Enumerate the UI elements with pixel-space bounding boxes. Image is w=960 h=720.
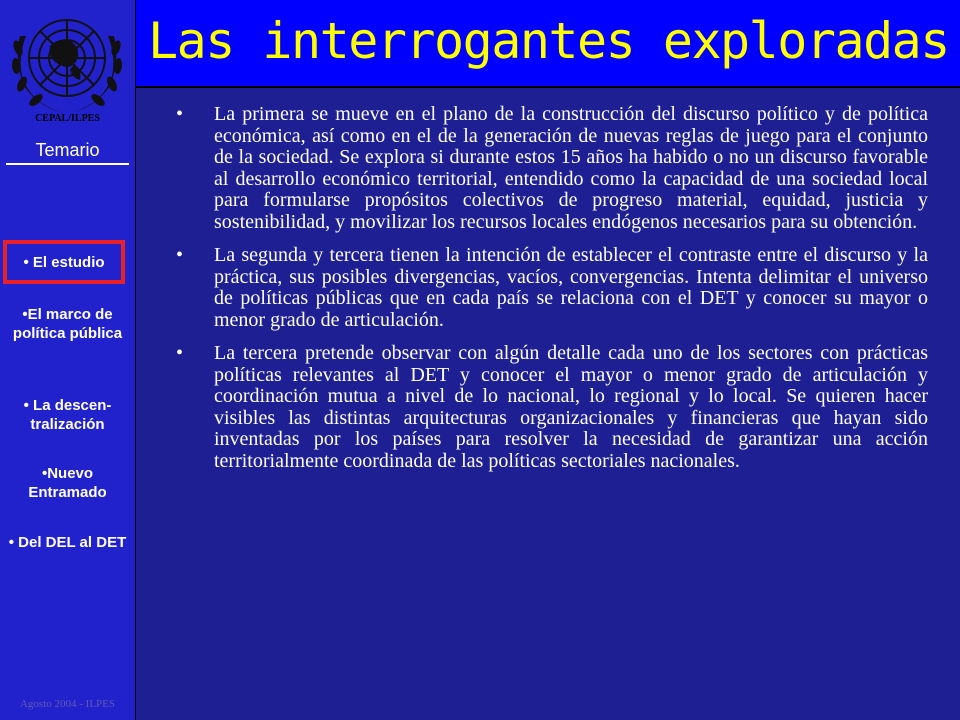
sidebar-item-nuevo-entramado[interactable]: •Nuevo Entramado xyxy=(28,465,107,501)
content-body xyxy=(176,104,928,484)
bullet: • xyxy=(176,342,184,364)
title-bar xyxy=(136,0,960,88)
paragraph xyxy=(176,245,928,331)
paragraph xyxy=(176,104,928,233)
bullet: • xyxy=(176,103,184,125)
paragraph-text: La primera se mueve en el plano de la construcción del discurso político y de política económica, así como en el de la generación de nuevas reglas de juego para el conjunto de la sociedad. Se explora si durante estos 15 años ha habido o no un discurso favorable al desarrollo económico territorial, entendido como la capacidad de una sociedad local para formularse propósitos colectivos de progreso material, equidad, justicia y sostenibilidad, y movilizar los recursos locales endógenos necesarios para su obtención. xyxy=(214,103,928,233)
sidebar-heading: Temario xyxy=(6,140,129,165)
paragraph xyxy=(176,343,928,472)
sidebar xyxy=(0,0,136,720)
paragraph-text: La tercera pretende observar con algún detalle cada uno de los sectores con prácticas políticas relevantes al DET y conocer el mayor o menor grado de articulación y coordinación mutua a nivel de lo nacional, lo regional y lo local. Se quieren hacer visibles las distintas arquitecturas organizacionales y financieras que hayan sido inventadas por los países para resolver la necesidad de garantizar una acción territorialmente coordinada de las políticas sectoriales nacionales. xyxy=(214,342,928,472)
bullet: • xyxy=(176,244,184,266)
logo-text: CEPAL/ILPES xyxy=(35,113,100,124)
sidebar-item-descentralizacion[interactable]: • La descen- tralización xyxy=(23,397,112,433)
sidebar-item-label: • El estudio xyxy=(23,253,105,271)
sidebar-item-del-det[interactable]: • Del DEL al DET xyxy=(8,534,127,551)
paragraph-text: La segunda y tercera tienen la intención de establecer el contraste entre el discurso y la práctica, sus posibles divergencias, vacíos, convergencias. Intenta delimitar el universo de políticas públicas que en cada país se relaciona con el DET y conocer su mayor o menor grado de articulación. xyxy=(214,244,928,331)
page-title: Las interrogantes exploradas xyxy=(148,12,949,70)
footer-text: Agosto 2004 - ILPES xyxy=(19,698,116,710)
sidebar-item-marco-politica[interactable]: •El marco de política pública xyxy=(12,306,123,342)
sidebar-item-el-estudio[interactable] xyxy=(3,240,125,284)
